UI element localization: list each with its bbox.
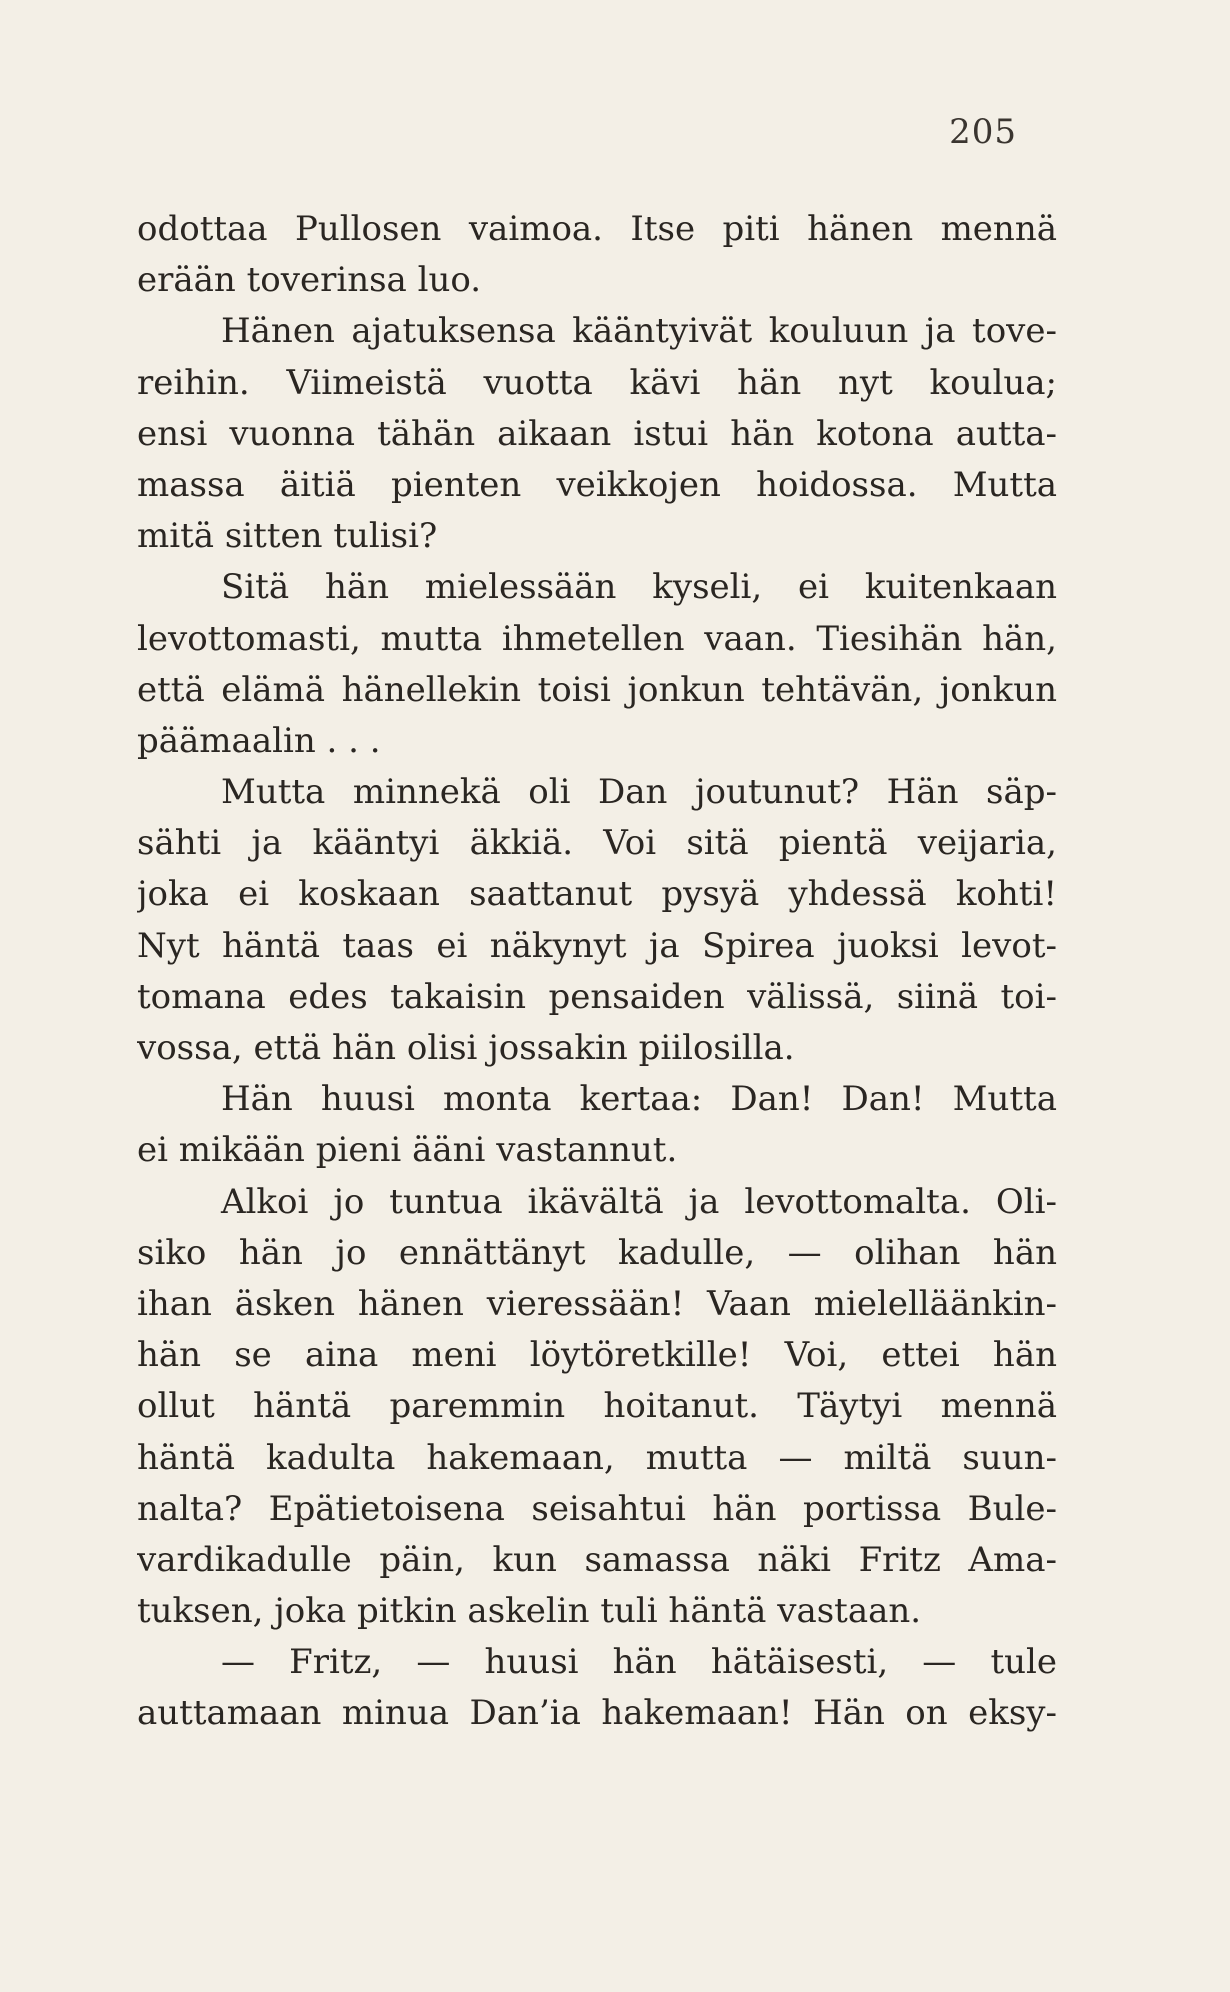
text-line: erään toverinsa luo.: [137, 260, 482, 301]
text-line: päämaalin . . .: [137, 720, 381, 761]
text-line: odottaa Pullosen vaimoa. Itse piti hänen mennä: [137, 209, 1057, 249]
text-line: siko hän jo ennättänyt kadulle, — olihan hän: [137, 1232, 1057, 1273]
text-line: tuksen, joka pitkin askelin tuli häntä vastaan.: [137, 1591, 922, 1632]
text-line: massa äitiä pienten veikkojen hoidossa. Mutta: [137, 464, 1057, 505]
text-line: mitä sitten tulisi?: [137, 516, 438, 557]
text-line: ihan äsken hänen vieressään! Vaan mielelläänkin-: [137, 1283, 1057, 1324]
text-line: että elämä hänellekin toisi jonkun tehtävän, jonkun: [137, 669, 1057, 710]
text-line: Mutta minnekä oli Dan joutunut? Hän säp-: [221, 772, 1057, 813]
body-text: [137, 204, 1057, 1740]
text-line: ollut häntä paremmin hoitanut. Täytyi mennä: [137, 1386, 1057, 1427]
text-line: levottomasti, mutta ihmetellen vaan. Tiesihän hän,: [137, 618, 1057, 659]
text-line: joka ei koskaan saattanut pysyä yhdessä kohti!: [137, 874, 1057, 915]
text-line: Sitä hän mielessään kyseli, ei kuitenkaan: [221, 567, 1057, 608]
text-line: Alkoi jo tuntua ikävältä ja levottomalta. Oli-: [221, 1181, 1057, 1222]
text-line: tomana edes takaisin pensaiden välissä, siinä toi-: [137, 976, 1057, 1017]
text-line: ei mikään pieni ääni vastannut.: [137, 1130, 678, 1171]
text-line: nalta? Epätietoisena seisahtui hän portissa Bule-: [137, 1488, 1057, 1529]
text-line: sähti ja kääntyi äkkiä. Voi sitä pientä veijaria,: [137, 823, 1057, 864]
text-line: — Fritz, — huusi hän hätäisesti, — tule: [221, 1642, 1057, 1683]
text-line: Nyt häntä taas ei näkynyt ja Spirea juoksi levot-: [137, 925, 1057, 966]
text-line: Hänen ajatuksensa kääntyivät kouluun ja tove-: [221, 311, 1057, 352]
text-line: häntä kadulta hakemaan, mutta — miltä suun-: [137, 1437, 1057, 1478]
text-line: vardikadulle päin, kun samassa näki Fritz Ama-: [137, 1539, 1057, 1580]
text-line: reihin. Viimeistä vuotta kävi hän nyt koulua;: [137, 362, 1057, 403]
text-line: vossa, että hän olisi jossakin piilosilla.: [137, 1028, 795, 1068]
page-number: 205: [949, 112, 1017, 152]
text-line: ensi vuonna tähän aikaan istui hän kotona autta-: [137, 413, 1057, 454]
text-line: Hän huusi monta kertaa: Dan! Dan! Mutta: [221, 1079, 1057, 1120]
text-line: hän se aina meni löytöretkille! Voi, ettei hän: [137, 1335, 1057, 1376]
text-line: auttamaan minua Dan’ia hakemaan! Hän on eksy-: [137, 1693, 1057, 1734]
